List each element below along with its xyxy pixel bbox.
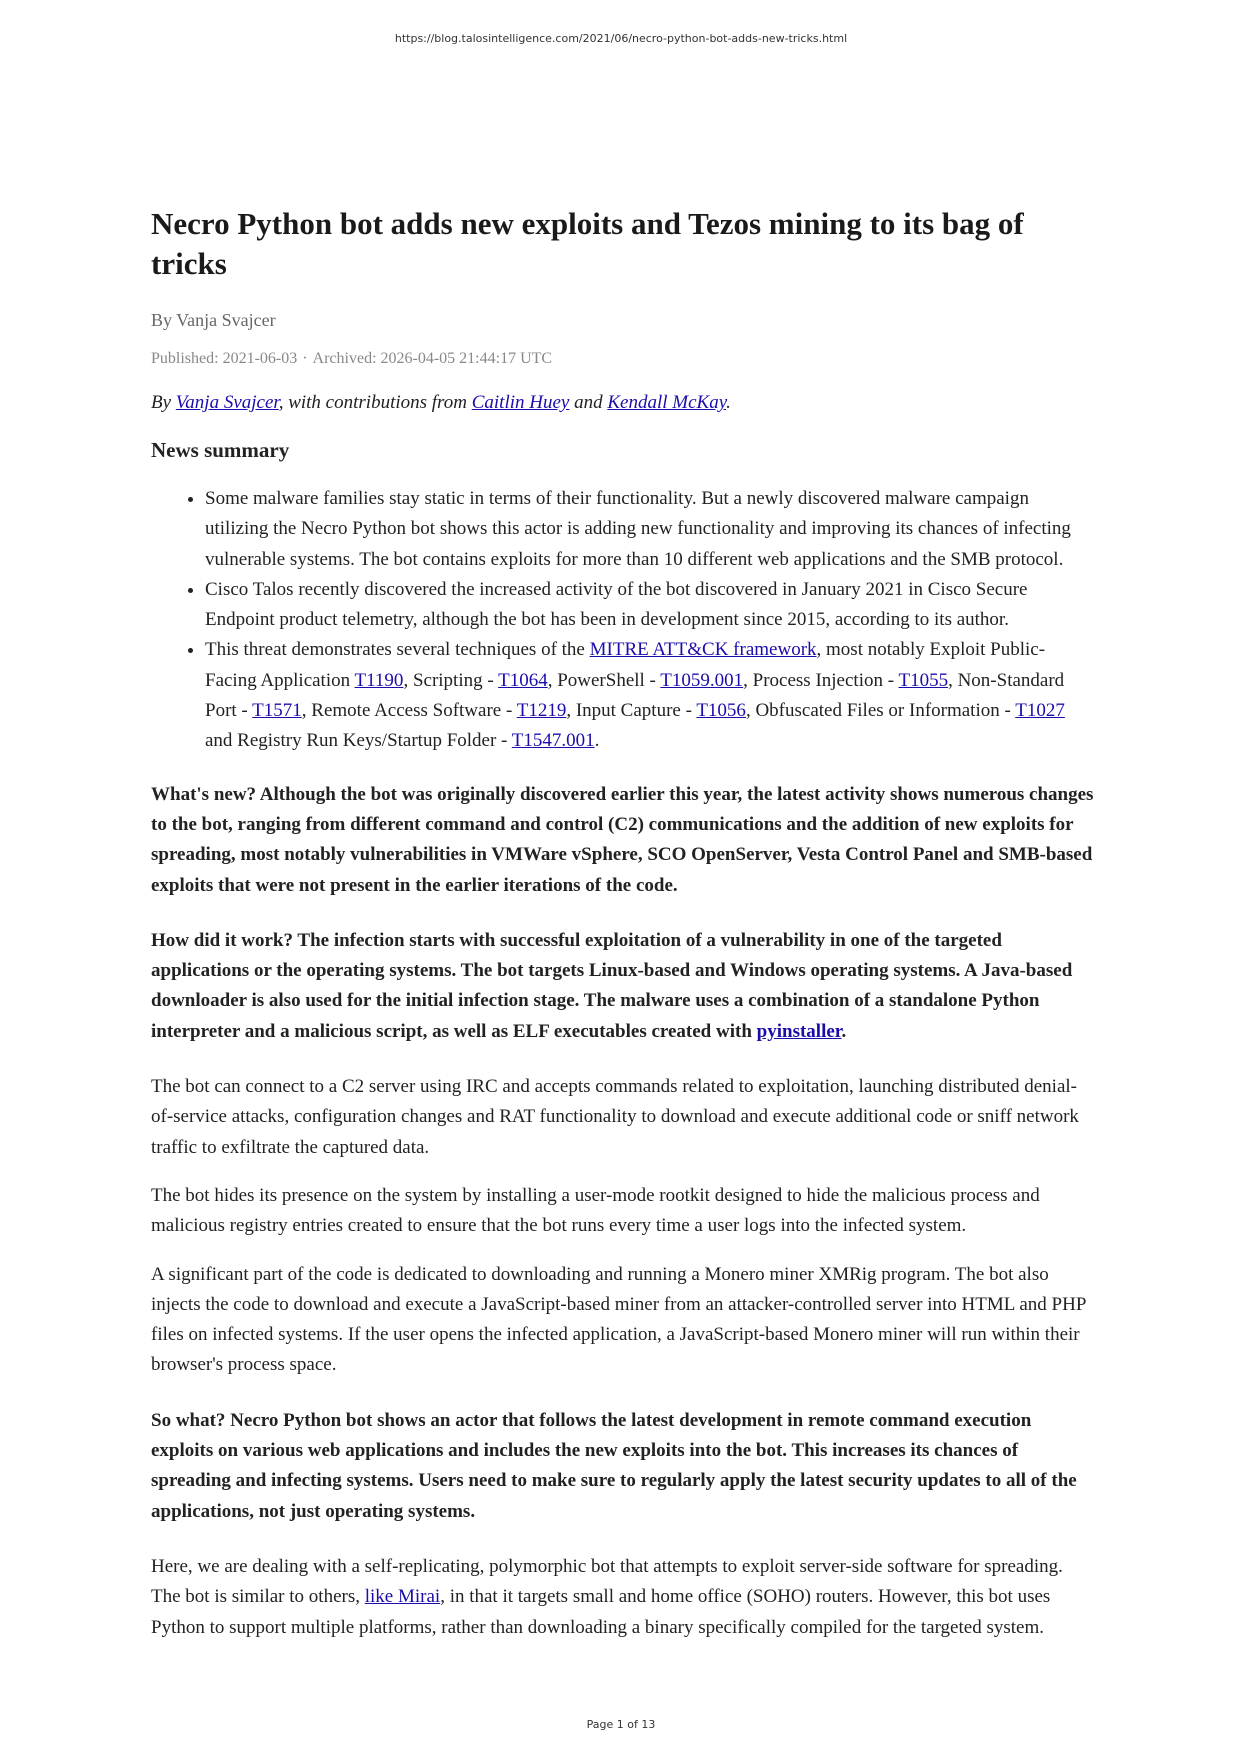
technique-link-t1055[interactable]: T1055 [898, 669, 949, 691]
rootkit-paragraph: The bot hides its presence on the system by installing a user-mode rootkit designed to hide the malicious process and malicious registry entries created to ensure that the bot runs every time a user logs into the infected system. [151, 1184, 1040, 1237]
technique-link-t1219[interactable]: T1219 [516, 700, 567, 722]
bullet-text: , PowerShell - [547, 669, 661, 691]
contributors-line [151, 390, 1095, 416]
contrib-text: , with contributions from [278, 392, 472, 413]
bullet-text: , Remote Access Software - [301, 700, 517, 722]
technique-link-t1190[interactable]: T1190 [354, 669, 404, 691]
bullet-text: , most notably Exploit Public-Facing Application [205, 639, 1046, 691]
article-title: Necro Python bot adds new exploits and Tezos mining to its bag of tricks [151, 206, 1024, 281]
technique-link-t1027[interactable]: T1027 [1015, 700, 1065, 722]
author-link-vanja-svajcer[interactable]: Vanja Svajcer [175, 392, 279, 413]
list-item: • Cisco Talos recently discovered the increased activity of the bot discovered in January 2021 in Cisco Secure Endpoint product telemetry, although the bot has been in development since 2015, according to its author. [205, 575, 1095, 636]
article-body [151, 204, 1095, 1643]
page-url-header: https://blog.talosintelligence.com/2021/06/necro-python-bot-adds-new-tricks.html [394, 32, 848, 45]
news-summary-heading: News summary [151, 438, 290, 462]
c2-paragraph: The bot can connect to a C2 server using IRC and accepts commands related to exploitation, launching distributed denial-of-service attacks, configuration changes and RAT functionality to download and execute additional code or sniff network traffic to exfiltrate the captured data. [151, 1076, 1079, 1158]
technique-link-t1059-001[interactable]: T1059.001 [660, 669, 744, 691]
bullet-text: , Process Injection - [743, 669, 899, 691]
bullet-text: . [594, 730, 600, 752]
whats-new-paragraph: What's new? Although the bot was originally discovered earlier this year, the latest activity shows numerous changes to the bot, ranging from different command and control (C2) communications and the addition of new exploits for spreading, most notably vulnerabilities in VMWare vSphere, SCO OpenServer, Vesta Control Panel and SMB-based exploits that were not present in the earlier iterations of the code. [151, 783, 1094, 896]
contrib-text: By [151, 392, 176, 413]
mitre-framework-link[interactable]: MITRE ATT&CK framework [589, 639, 817, 661]
news-summary-list [151, 484, 1095, 757]
bullet-text: , Input Capture - [566, 700, 697, 722]
paragraph-text: , in that it targets small and home office (SOHO) routers. However, this bot uses Python to support multiple platforms, rather than downloading a binary specifically compiled for the targeted system. [151, 1586, 1051, 1638]
so-what-paragraph: So what? Necro Python bot shows an actor that follows the latest development in remote command execution exploits on various web applications and includes the new exploits into the bot. This increases its chances of spreading and infecting systems. Users need to make sure to regularly apply the latest security updates to all of the applications, not just operating systems. [151, 1409, 1077, 1522]
paragraph-text: How did it work? The infection starts with successful exploitation of a vulnerability in one of the targeted applications or the operating systems. The bot targets Linux-based and Windows operating systems. A Java-based downloader is also used for the initial infection stage. The malware uses a combination of a standalone Python interpreter and a malicious script, as well as ELF executables created with [151, 929, 1073, 1042]
list-item: • Some malware families stay static in terms of their functionality. But a newly discovered malware campaign utilizing the Necro Python bot shows this actor is adding new functionality and improving its chances of infecting vulnerable systems. The bot contains exploits for more than 10 different web applications and the SMB protocol. [205, 484, 1095, 575]
author-link-caitlin-huey[interactable]: Caitlin Huey [471, 392, 570, 413]
technique-link-t1571[interactable]: T1571 [252, 700, 302, 722]
contrib-text: and [569, 392, 608, 413]
bullet-text: and Registry Run Keys/Startup Folder - [205, 730, 512, 752]
archived-date: Archived: 2026-04-05 21:44:17 UTC [312, 350, 553, 367]
miner-paragraph: A significant part of the code is dedicated to downloading and running a Monero miner XMRig program. The bot also injects the code to download and execute a JavaScript-based miner from an attacker-controlled server into HTML and PHP files on infected systems. If the user opens the infected application, a JavaScript-based Monero miner will run within their browser's process space. [151, 1263, 1086, 1376]
byline: By Vanja Svajcer [151, 310, 276, 330]
published-date: Published: 2021-06-03 [151, 350, 298, 367]
author-link-kendall-mckay[interactable]: Kendall McKay [607, 392, 727, 413]
meta-separator: · [302, 350, 308, 367]
paragraph-text: . [841, 1020, 847, 1042]
bullet-text: , Non-Standard Port - [205, 669, 1065, 722]
page-number-footer: Page 1 of 13 [586, 1718, 656, 1731]
bullet-text: This threat demonstrates several techniques of the [205, 639, 590, 661]
technique-link-t1056[interactable]: T1056 [696, 700, 746, 722]
pyinstaller-link[interactable]: pyinstaller [756, 1020, 842, 1042]
paragraph-text: Here, we are dealing with a self-replicating, polymorphic bot that attempts to exploit server-side software for spreading. The bot is similar to others, [151, 1555, 1063, 1608]
how-did-it-work-paragraph [151, 926, 1095, 1047]
bullet-text: , Obfuscated Files or Information - [745, 700, 1016, 722]
mirai-link[interactable]: like Mirai [364, 1586, 441, 1608]
list-item [205, 635, 1095, 756]
publish-info [151, 348, 1095, 370]
contrib-text: . [726, 392, 731, 413]
bullet-text: , Scripting - [403, 669, 499, 691]
self-replicating-paragraph [151, 1552, 1095, 1643]
technique-link-t1064[interactable]: T1064 [498, 669, 548, 691]
technique-link-t1547-001[interactable]: T1547.001 [511, 730, 595, 752]
